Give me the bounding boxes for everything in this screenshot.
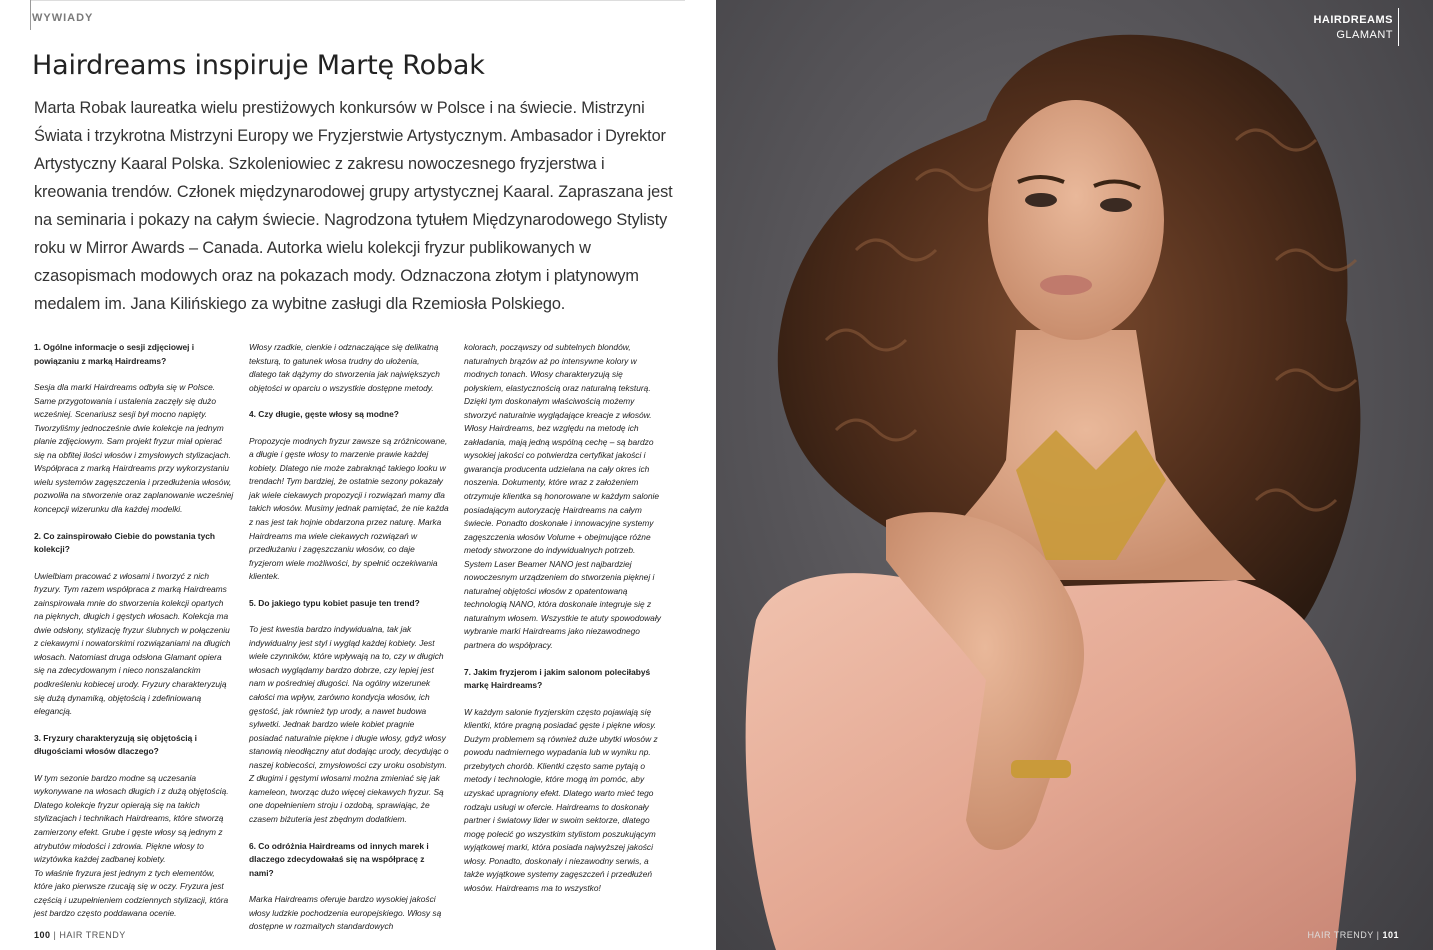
answer-3-continued: Włosy rzadkie, cienkie i odznaczające się delikatną teksturą, to gatunek włosa trudny do ułożenia, dlatego tak dążymy do stworzenia jak największych objętości w oparciu o wszystkie dostępne metody.: [249, 342, 440, 393]
page-footer-left: 100 | HAIR TRENDY: [34, 930, 126, 940]
magazine-name-right: HAIR TRENDY: [1307, 930, 1374, 940]
question-3: 3. Fryzury charakteryzują się objętością i długościami włosów dlaczego?: [34, 732, 197, 757]
question-1: 1. Ogólne informacje o sesji zdjęciowej i powiązaniu z marką Hairdreams?: [34, 342, 195, 366]
brand-block: [1313, 14, 1393, 41]
answer-3: W tym sezonie bardzo modne są uczesania wykonywane na włosach długich i z dużą objętością. Dlatego kolekcje fryzur opierają się na takich stylizacjach i technikach Hairdreams, które stworzą zamierzony efekt. Grube i gęste włosy są jednym z atrybutów młodości i zdrowia. Piękne włosy to wizytówka każdej zadbanej kobiety. To właśnie fryzura jest jednym z tych elementów, które jako pierwsze rzucają się w oczy. Fryzura jest częścią i uzupełnieniem codziennych stylizacji, która jest bardzo często poddawana ocenie.: [34, 772, 229, 919]
article-lead: Marta Robak laureatka wielu prestiżowych konkursów w Polsce i na świecie. Mistrzyni Świata i trzykrotna Mistrzyni Europy we Fryzjerstwie Artystycznym. Ambasador i Dyrektor Artystyczny Kaaral Polska. Szkoleniowiec z zakresu nowoczesnego fryzjerstwa i kreowania trendów. Członek międzynarodowej grupy artystycznej Kaaral. Zapraszana jest na seminaria i pokazy na całym świecie. Nagrodzona tytułem Międzynarodowego Stylisty roku w Mirror Awards – Canada. Autorka wielu kolekcji fryzur publikowanych w czasopismach modowych oraz na pokazach mody. Odznaczona złotym i platynowym medalem im. Jana Kilińskiego za wybitne zasługi dla Rzemiosła Polskiego.: [34, 99, 673, 313]
question-5: 5. Do jakiego typu kobiet pasuje ten trend?: [249, 597, 420, 608]
collection-name: GLAMANT: [1336, 29, 1393, 41]
question-7: 7. Jakim fryzjerom i jakim salonom poleciłabyś markę Hairdreams?: [464, 666, 651, 691]
answer-7: W każdym salonie fryzjerskim często pojawiają się klientki, które pragną posiadać gęste i piękne włosy. Dużym problemem są również duże ubytki włosów z powodu nadmiernego wypadania lub w wyniku np. przebytych chorób. Klientki często same pytają o metody i technologie, które mogą im pomóc, aby uzyskać upragniony efekt. Dlatego warto mieć tego rodzaju usługi w ofercie. Hairdreams to doskonały partner i światowy lider w swoim sektorze, dlatego mogę polecić go wszystkim stylistom poszukującym wyjątkowej marki, która posiada najwyższej jakości włosy. Ponadto, doskonały i niezawodny serwis, a także wyjątkowe systemy zagęszczeń i przedłużeń włosów. Hairdreams ma to wszystko!: [464, 706, 658, 893]
column-2: [249, 341, 449, 947]
article-title: Hairdreams inspiruje Martę Robak: [32, 50, 485, 81]
article-columns: [34, 341, 674, 932]
question-2: 2. Co zainspirowało Ciebie do powstania tych kolekcji?: [34, 530, 216, 555]
question-6: 6. Co odróżnia Hairdreams od innych marek i dlaczego zdecydowałaś się na współpracę z nami?: [249, 840, 429, 878]
answer-6: Marka Hairdreams oferuje bardzo wysokiej jakości włosy ludzkie pochodzenia europejskiego. Włosy są dostępne w rozmaitych standardowych: [249, 894, 442, 932]
model-photo: [716, 0, 1433, 950]
brand-name: HAIRDREAMS: [1313, 14, 1393, 26]
answer-2: Uwielbiam pracować z włosami i tworzyć z nich fryzury. Tym razem współpraca z marką Hairdreams zainspirowała mnie do stworzenia kolekcji opartych na pięknych, długich i gęstych włosach. Kolekcja ma dwie odsłony, stylizację fryzur ślubnych w połączeniu z ciekawymi i nowatorskimi rozwiązaniami na długich włosach. Natomiast druga odsłona Glamant opiera się na zdecydowanym i nieco nonszalanckim podkreśleniu kobiecej urody. Fryzury charakteryzują się dużą dynamiką, objętością i zdefiniowaną elegancją.: [34, 570, 231, 717]
answer-5: To jest kwestia bardzo indywidualna, tak jak indywidualny jest styl i wygląd każdej kobiety. Jest wiele czynników, które wpływają na to, czy w długich włosach wyglądamy bardzo dobrze, czy lepiej jest nam w pośredniej długości. Na ogólny wizerunek całości ma wpływ, zarówno kondycja włosów, ich gęstość, jak również typ urody, a nawet budowa sylwetki. Jednak bardzo wiele kobiet pragnie posiadać naturalnie piękne i długie włosy, gdyż włosy stanowią nieodłączny atut dodając urody, decydując o naszej kobiecości, zmysłowości czy uroku osobistym. Z długimi i gęstymi włosami można zmieniać się jak kameleon, tworząc dużo więcej ciekawych fryzur. Są one dopełnieniem stroju i ozdobą, sprawiając, że czasem biżuteria jest zbędnym dodatkiem.: [249, 624, 449, 824]
answer-4: Propozycje modnych fryzur zawsze są zróżnicowane, a długie i gęste włosy to marzenie prawie każdej kobiety. Dlatego nie może zabraknąć takiego looku w trendach! Tym bardziej, że ostatnie sezony pokazały jak wiele ciekawych propozycji i rozwiązań mamy dla takich włosów. Musimy jednak pamiętać, że nie każda z nas jest tak hojnie obdarzona przez naturę. Marka Hairdreams ma wiele ciekawych rozwiązań w przedłużaniu i zagęszczaniu włosów, co daje fryzjerom wiele możliwości, by spełnić oczekiwania klientek.: [249, 435, 449, 582]
answer-6-continued: kolorach, począwszy od subtelnych blondów, naturalnych brązów aż po intensywne kolory w modnych tonach. Włosy charakteryzują się połyskiem, elastycznością oraz naturalną teksturą. Dzięki tym doskonałym właściwością możemy stworzyć naturalnie wyglądające kreacje z włosów. Włosy Hairdreams, bez względu na metodę ich zakładania, mają jedną wspólną cechę – są bardzo wysokiej jakości co potwierdza certyfikat jakości i gwarancja producenta udzielana na cały okres ich noszenia. Dokumenty, które wraz z założeniem otrzymuje klientka są honorowane w każdym salonie posiadającym autoryzację Hairdreams na całym świecie. Ponadto doskonałe i innowacyjne systemy zagęszczenia włosów Volume + obejmujące różne metody stworzone do indywidualnych potrzeb. System Laser Beamer NANO jest najbardziej nowoczesnym urządzeniem do stworzenia pięknej i naturalnej objętości włosów z opatentowaną technologią NANO, która doskonale integruje się z naturalnym włosem. Wszystkie te atuty spowodowały wybranie marki Hairdreams jako niezawodnego partnera do współpracy.: [464, 342, 661, 651]
left-page: [0, 0, 716, 950]
column-1: [34, 341, 234, 934]
brand-divider: [1398, 8, 1399, 46]
column-3: [464, 341, 664, 908]
page-footer-right: HAIR TRENDY | 101: [1307, 930, 1399, 940]
answer-1: Sesja dla marki Hairdreams odbyła się w Polsce. Same przygotowania i ustalenia zaczęły się dużo wcześniej. Scenariusz sesji był mocno napięty. Tworzyliśmy jednocześnie dwie kolekcje na jednym planie zdjęciowym. Sam projekt fryzur miał opierać się na obfitej ilości włosów i zmysłowych stylizacjach. Współpraca z marką Hairdreams przy wykorzystaniu wielu systemów zagęszczenia i przedłużenia włosów, pozwoliła na stworzenie oraz zaplanowanie wcześniej koncepcji wizerunku dla każdej modelki.: [34, 382, 234, 515]
section-label: WYWIADY: [32, 12, 94, 24]
top-rule: [30, 0, 685, 1]
question-4: 4. Czy długie, gęste włosy są modne?: [249, 409, 399, 420]
magazine-name-left: HAIR TRENDY: [59, 930, 126, 940]
right-page: [716, 0, 1433, 950]
page-number-right: 101: [1382, 930, 1399, 940]
section-divider: [30, 0, 31, 30]
page-number-left: 100: [34, 930, 51, 940]
